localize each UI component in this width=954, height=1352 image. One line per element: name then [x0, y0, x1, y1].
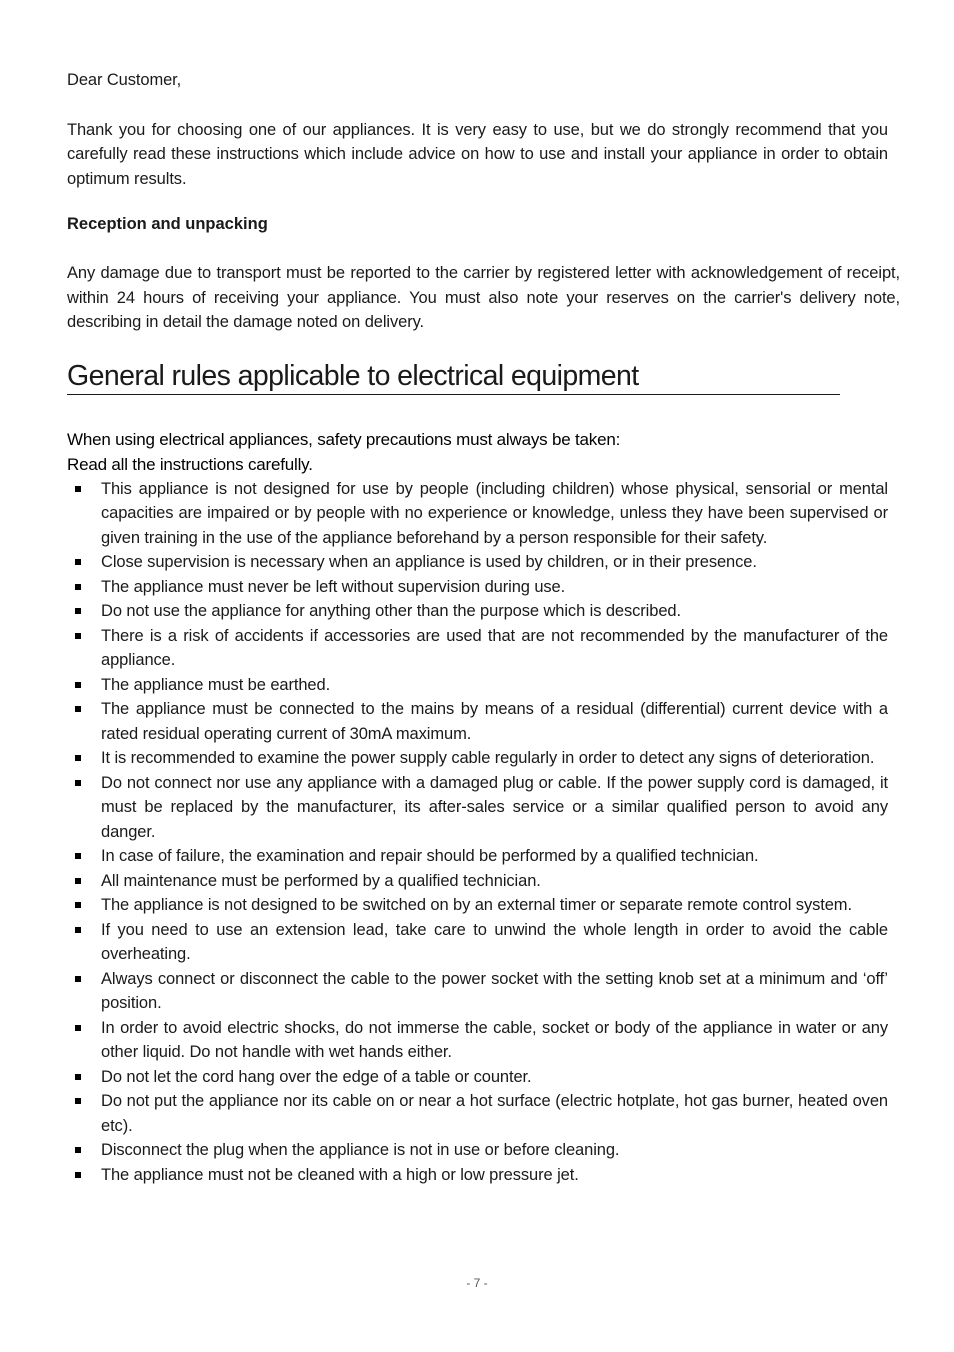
- list-item: [67, 477, 888, 551]
- square-bullet-icon: [75, 1098, 81, 1104]
- list-item: [67, 967, 888, 1016]
- square-bullet-icon: [75, 927, 81, 933]
- square-bullet-icon: [75, 486, 81, 492]
- rules-list: [67, 477, 888, 1188]
- list-item: [67, 869, 888, 894]
- greeting: Dear Customer,: [67, 71, 182, 89]
- square-bullet-icon: [75, 633, 81, 639]
- list-item-text: The appliance must be earthed.: [101, 675, 331, 694]
- list-item: [67, 1163, 888, 1188]
- list-item: [67, 918, 888, 967]
- square-bullet-icon: [75, 682, 81, 688]
- square-bullet-icon: [75, 1172, 81, 1178]
- square-bullet-icon: [75, 780, 81, 786]
- lead-line-1: When using electrical appliances, safety precautions must always be taken:: [67, 429, 621, 449]
- square-bullet-icon: [75, 902, 81, 908]
- square-bullet-icon: [75, 878, 81, 884]
- list-item-text: Close supervision is necessary when an appliance is used by children, or in their presence.: [101, 553, 757, 571]
- list-item-text: If you need to use an extension lead, take care to unwind the whole length in order to avoid the cable overheating.: [101, 920, 888, 963]
- list-item-text: All maintenance must be performed by a qualified technician.: [101, 871, 541, 890]
- square-bullet-icon: [75, 1147, 81, 1153]
- reception-paragraph: Any damage due to transport must be reported to the carrier by registered letter with acknowledgement of receipt, within 24 hours of receiving your appliance. You must also note your reserves on the carrier's delivery note, describing in detail the damage noted on delivery.: [67, 264, 900, 331]
- list-item: [67, 1138, 888, 1163]
- square-bullet-icon: [75, 853, 81, 859]
- square-bullet-icon: [75, 976, 81, 982]
- lead-line-2: Read all the instructions carefully.: [67, 454, 313, 474]
- list-item-text: It is recommended to examine the power supply cable regularly in order to detect any signs of deterioration.: [101, 749, 875, 767]
- document-page: [67, 68, 900, 1187]
- square-bullet-icon: [75, 559, 81, 565]
- square-bullet-icon: [75, 755, 81, 761]
- list-item-text: In order to avoid electric shocks, do not immerse the cable, socket or body of the appliance in water or any other liquid. Do not handle with wet hands either.: [101, 1018, 888, 1061]
- list-item: [67, 550, 888, 575]
- list-item: [67, 624, 888, 673]
- list-item-text: The appliance must be connected to the mains by means of a residual (differential) current device with a rated residual operating current of 30mA maximum.: [101, 700, 888, 743]
- list-item: [67, 599, 888, 624]
- list-item-text: Disconnect the plug when the appliance is not in use or before cleaning.: [101, 1141, 620, 1159]
- list-item-text: Always connect or disconnect the cable to the power socket with the setting knob set at a minimum and ‘off’ position.: [101, 969, 888, 1012]
- list-item-text: In case of failure, the examination and repair should be performed by a qualified technician.: [101, 847, 759, 865]
- list-item-text: Do not connect nor use any appliance with a damaged plug or cable. If the power supply cord is damaged, it must be replaced by the manufacturer, its after-sales service or a similar qualified person to avoid any danger.: [101, 773, 888, 841]
- list-item-text: This appliance is not designed for use by people (including children) whose physical, sensorial or mental capacities are impaired or by people with no experience or knowledge, unless they have been supervised or given training in the use of the appliance beforehand by a person responsible for their safety.: [101, 479, 888, 547]
- list-item: [67, 844, 888, 869]
- square-bullet-icon: [75, 584, 81, 590]
- list-item: [67, 673, 888, 698]
- list-item: [67, 771, 888, 845]
- list-item: [67, 746, 888, 771]
- list-item: [67, 1089, 888, 1138]
- list-item-text: Do not let the cord hang over the edge of a table or counter.: [101, 1067, 532, 1086]
- list-item-text: The appliance must not be cleaned with a high or low pressure jet.: [101, 1165, 579, 1184]
- page-number: - 7 -: [466, 1276, 488, 1290]
- intro-paragraph: Thank you for choosing one of our appliances. It is very easy to use, but we do strongly recommend that you carefully read these instructions which include advice on how to use and install your appliance in order to obtain optimum results.: [67, 120, 888, 188]
- square-bullet-icon: [75, 608, 81, 614]
- list-item-text: Do not use the appliance for anything other than the purpose which is described.: [101, 602, 681, 620]
- list-item-text: The appliance must never be left without supervision during use.: [101, 577, 566, 596]
- square-bullet-icon: [75, 706, 81, 712]
- list-item: [67, 1065, 888, 1090]
- list-item: [67, 697, 888, 746]
- list-item-text: Do not put the appliance nor its cable on or near a hot surface (electric hotplate, hot gas burner, heated oven etc).: [101, 1092, 888, 1135]
- list-item: [67, 575, 888, 600]
- reception-heading: Reception and unpacking: [67, 215, 268, 233]
- list-item: [67, 1016, 888, 1065]
- square-bullet-icon: [75, 1025, 81, 1031]
- section-title: General rules applicable to electrical equipment: [67, 358, 840, 395]
- list-item: [67, 893, 888, 918]
- list-item-text: There is a risk of accidents if accessories are used that are not recommended by the manufacturer of the appliance.: [101, 626, 888, 669]
- list-item-text: The appliance is not designed to be switched on by an external timer or separate remote control system.: [101, 896, 852, 914]
- square-bullet-icon: [75, 1074, 81, 1080]
